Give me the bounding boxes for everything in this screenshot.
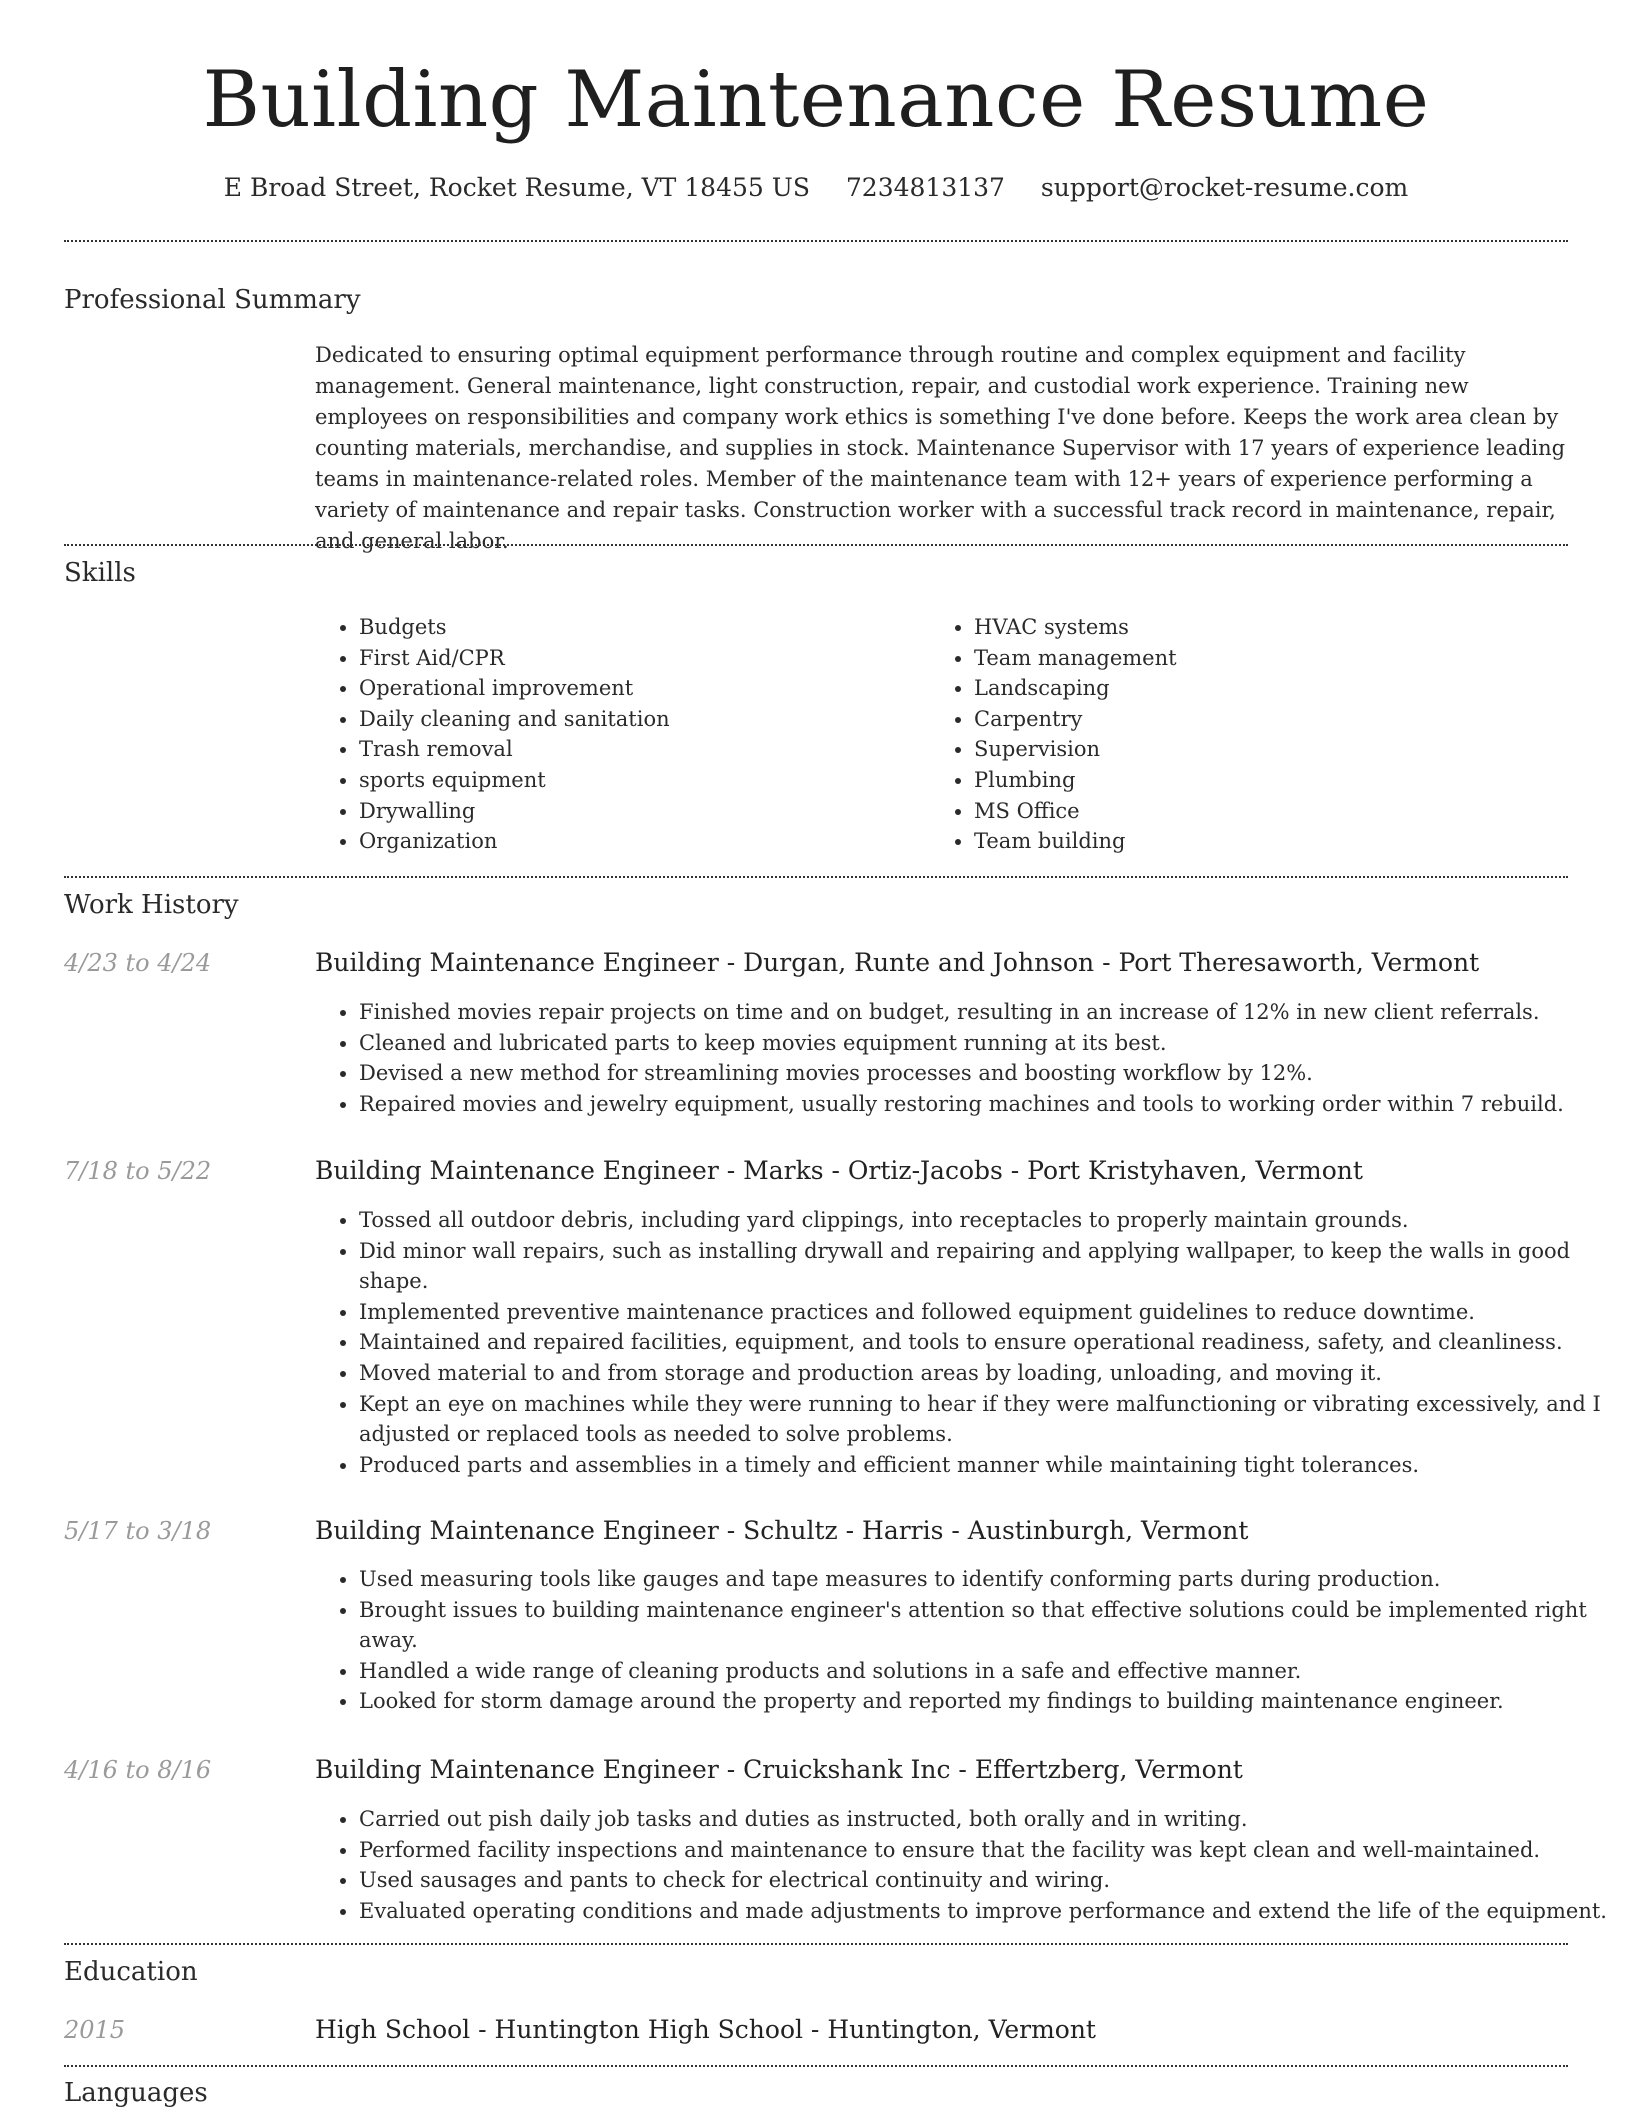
job-bullet: • Used measuring tools like gauges and tape measures to identify conforming parts during production. [359, 1564, 1619, 1595]
skill-item: • Drywalling [359, 796, 670, 827]
job-bullet: • Cleaned and lubricated parts to keep movies equipment running at its best. [359, 1028, 1619, 1059]
skill-item: • Team management [974, 643, 1177, 674]
job-bullet: • Repaired movies and jewelry equipment, usually restoring machines and tools to working order within 7 rebuild. [359, 1089, 1619, 1120]
job-bullet: • Tossed all outdoor debris, including yard clippings, into receptacles to properly maintain grounds. [359, 1205, 1619, 1236]
section-divider [64, 544, 1568, 546]
skill-item: • Team building [974, 826, 1177, 857]
job-bullet: • Handled a wide range of cleaning products and solutions in a safe and effective manner. [359, 1656, 1619, 1687]
skill-item: • HVAC systems [974, 612, 1177, 643]
job-bullet: • Kept an eye on machines while they were running to hear if they were malfunctioning or vibrating excessively, and I adjusted or replaced tools as needed to solve problems. [359, 1389, 1619, 1450]
job-title: Building Maintenance Engineer - Schultz - Harris - Austinburgh, Vermont [315, 1516, 1249, 1545]
section-divider [64, 876, 1568, 878]
job-bullet: • Produced parts and assemblies in a timely and efficient manner while maintaining tight tolerances. [359, 1450, 1619, 1481]
job-bullet: • Moved material to and from storage and production areas by loading, unloading, and moving it. [359, 1358, 1619, 1389]
skill-item: • Supervision [974, 734, 1177, 765]
skills-list-right [930, 612, 1177, 857]
skill-item: • Daily cleaning and sanitation [359, 704, 670, 735]
skill-item: • Operational improvement [359, 673, 670, 704]
skill-item: • Budgets [359, 612, 670, 643]
job-bullet: • Carried out pish daily job tasks and duties as instructed, both orally and in writing. [359, 1804, 1619, 1835]
skill-item: • First Aid/CPR [359, 643, 670, 674]
job-title: Building Maintenance Engineer - Durgan, Runte and Johnson - Port Theresaworth, Vermont [315, 948, 1480, 977]
job-dates: 5/17 to 3/18 [64, 1517, 212, 1545]
section-divider [64, 1943, 1568, 1945]
job-bullet: • Did minor wall repairs, such as installing drywall and repairing and applying wallpaper, to keep the walls in good shape. [359, 1236, 1619, 1297]
job-bullet: • Used sausages and pants to check for electrical continuity and wiring. [359, 1865, 1619, 1896]
education-heading: Education [64, 1957, 198, 1987]
job-dates: 4/23 to 4/24 [64, 949, 212, 977]
job-bullet: • Looked for storm damage around the property and reported my findings to building maintenance engineer. [359, 1686, 1619, 1717]
section-divider [64, 240, 1568, 242]
resume-title: Building Maintenance Resume [202, 55, 1430, 145]
work-heading: Work History [64, 890, 239, 920]
job-bullets [315, 1564, 1619, 1717]
job-bullet: • Devised a new method for streamlining movies processes and boosting workflow by 12%. [359, 1058, 1619, 1089]
languages-heading: Languages [64, 2078, 208, 2108]
summary-heading: Professional Summary [64, 285, 361, 315]
skill-item: • Landscaping [974, 673, 1177, 704]
contact-address: E Broad Street, Rocket Resume, VT 18455 US [223, 173, 810, 202]
job-dates: 4/16 to 8/16 [64, 1756, 212, 1784]
job-dates: 7/18 to 5/22 [64, 1157, 212, 1185]
job-bullet: • Finished movies repair projects on time and on budget, resulting in an increase of 12% in new client referrals. [359, 997, 1619, 1028]
job-bullet: • Maintained and repaired facilities, equipment, and tools to ensure operational readiness, safety, and cleanliness. [359, 1327, 1619, 1358]
job-bullets [315, 1205, 1619, 1480]
job-bullet: • Performed facility inspections and maintenance to ensure that the facility was kept clean and well-maintained. [359, 1835, 1619, 1866]
job-bullets [315, 1804, 1619, 1926]
section-divider [64, 2065, 1568, 2067]
contact-phone: 7234813137 [845, 173, 1005, 202]
skill-item: • Trash removal [359, 734, 670, 765]
skill-item: • Organization [359, 826, 670, 857]
skill-item: • MS Office [974, 796, 1177, 827]
summary-text: Dedicated to ensuring optimal equipment performance through routine and complex equipment and facility management. General maintenance, light construction, repair, and custodial work experience. Training new employees on responsibilities and company work ethics is something I've done before. Keeps the work area clean by counting materials, merchandise, and supplies in stock. Maintenance Supervisor with 17 years of experience leading teams in maintenance-related roles. Member of the maintenance team with 12+ years of experience performing a variety of maintenance and repair tasks. Construction worker with a successful track record in maintenance, repair, and general labor. [315, 343, 1566, 553]
job-title: Building Maintenance Engineer - Cruickshank Inc - Effertzberg, Vermont [315, 1755, 1243, 1784]
skill-item: • Plumbing [974, 765, 1177, 796]
education-year: 2015 [64, 2016, 126, 2044]
job-title: Building Maintenance Engineer - Marks - Ortiz-Jacobs - Port Kristyhaven, Vermont [315, 1156, 1363, 1185]
job-bullets [315, 997, 1619, 1119]
job-bullet: • Implemented preventive maintenance practices and followed equipment guidelines to reduce downtime. [359, 1297, 1619, 1328]
education-entry: High School - Huntington High School - Huntington, Vermont [315, 2015, 1096, 2044]
job-bullet: • Evaluated operating conditions and made adjustments to improve performance and extend the life of the equipment. [359, 1896, 1619, 1927]
contact-line [0, 170, 1632, 206]
skill-item: • sports equipment [359, 765, 670, 796]
contact-email: support@rocket-resume.com [1040, 173, 1409, 202]
skills-heading: Skills [64, 558, 136, 588]
skill-item: • Carpentry [974, 704, 1177, 735]
skills-list-left [315, 612, 670, 857]
job-bullet: • Brought issues to building maintenance engineer's attention so that effective solutions could be implemented right away. [359, 1595, 1619, 1656]
